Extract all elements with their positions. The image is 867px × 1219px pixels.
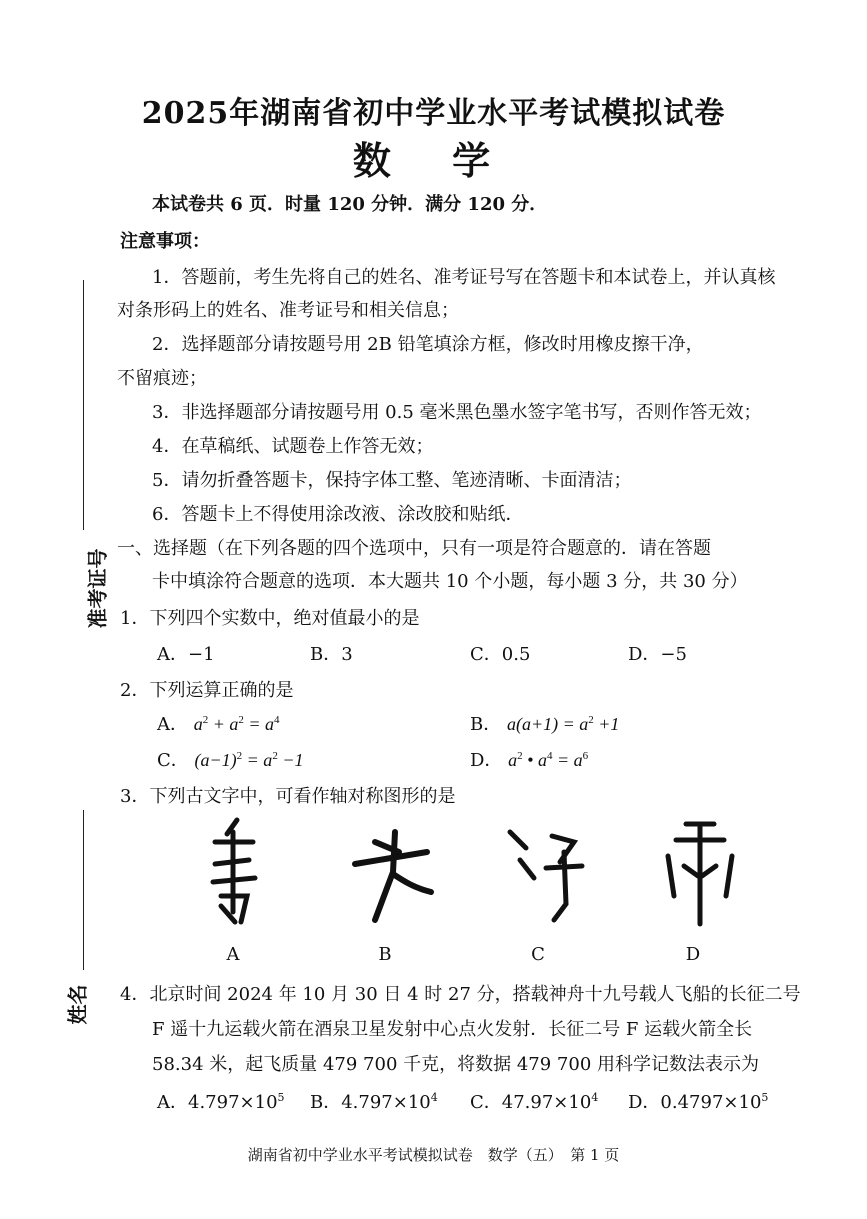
- notice-line: 3．非选择题部分请按题号用 0.5 毫米黑色墨水签字笔书写，否则作答无效；: [152, 402, 762, 423]
- q2-option-c-label: C．: [157, 750, 189, 771]
- q1-option-a: A．−1: [157, 644, 215, 665]
- exam-number-label: 准考证号: [85, 548, 110, 629]
- ancient-character-b: [335, 812, 455, 932]
- notice-line: 5．请勿折叠答题卡，保持字体工整、笔迹清晰、卡面清洁；: [152, 470, 632, 491]
- q4-option-d-text: D．0.4797×10: [628, 1092, 762, 1113]
- section-heading: 一、选择题（在下列各题的四个选项中，只有一项是符合题意的．请在答题: [117, 538, 711, 559]
- q1-option-d: D．−5: [628, 644, 687, 665]
- q4-option-d: [628, 1088, 768, 1114]
- q1-option-b: B．3: [310, 644, 353, 665]
- q2-option-a: [157, 710, 280, 736]
- ancient-character-c: [490, 812, 610, 932]
- q2-option-c-expr: $(a-1)^2 = a^2 -1$: [194, 750, 304, 770]
- notice-heading: 注意事项：: [120, 231, 210, 252]
- notice-line: 不留痕迹；: [117, 368, 207, 389]
- q4-option-b-text: B．4.797×10: [310, 1092, 431, 1113]
- section-heading-cont: 卡中填涂符合题意的选项．本大题共 10 个小题，每小题 3 分，共 30 分）: [152, 571, 748, 592]
- q2-option-d-label: D．: [470, 750, 503, 771]
- ancient-character-d: [640, 812, 760, 932]
- exam-intro: 本试卷共 6 页．时量 120 分钟．满分 120 分．: [152, 194, 548, 215]
- name-label: 姓名: [65, 984, 90, 1025]
- q2-option-a-expr: $a^2 + a^2 = a^4$: [193, 714, 280, 734]
- question-1-stem: 1．下列四个实数中，绝对值最小的是: [120, 608, 420, 629]
- q2-option-b: [470, 710, 619, 736]
- q4-option-a: [157, 1088, 285, 1114]
- q2-option-b-label: B．: [470, 714, 502, 735]
- q4-option-d-exp: 5: [761, 1091, 769, 1104]
- q2-option-a-label: A．: [157, 714, 188, 735]
- page-footer: 湖南省初中学业水平考试模拟试卷 数学（五） 第 1 页: [247, 1146, 620, 1164]
- q4-option-c-text: C．47.97×10: [470, 1092, 592, 1113]
- exam-number-line: [83, 280, 84, 530]
- notice-line: 4．在草稿纸、试题卷上作答无效；: [152, 436, 434, 457]
- figure-label-d: D: [685, 944, 701, 965]
- question-4-line-2: F 遥十九运载火箭在酒泉卫星发射中心点火发射．长征二号 F 运载火箭全长: [152, 1019, 753, 1040]
- figure-label-b: B: [378, 944, 392, 965]
- exam-title: 2025年湖南省初中学业水平考试模拟试卷: [141, 96, 726, 131]
- notice-line: 6．答题卡上不得使用涂改液、涂改胶和贴纸．: [152, 504, 524, 525]
- q2-option-c: [157, 746, 303, 772]
- notice-line: 1．答题前，考生先将自己的姓名、准考证号写在答题卡和本试卷上，并认真核: [152, 267, 776, 288]
- q2-option-d-expr: $a^2$ • $a^4 = a^6$: [508, 750, 589, 770]
- q4-option-c-exp: 4: [591, 1091, 599, 1104]
- q2-option-b-expr: $a(a+1) = a^2 +1$: [506, 714, 620, 734]
- q1-option-c: C．0.5: [470, 644, 531, 665]
- q4-option-b-exp: 4: [430, 1091, 438, 1104]
- name-line: [83, 810, 84, 970]
- q4-option-b: [310, 1088, 438, 1114]
- figure-label-a: A: [226, 944, 240, 965]
- q4-option-a-exp: 5: [277, 1091, 285, 1104]
- q4-option-a-text: A．4.797×10: [157, 1092, 278, 1113]
- figure-label-c: C: [531, 944, 545, 965]
- question-3-stem: 3．下列古文字中，可看作轴对称图形的是: [120, 786, 456, 807]
- question-4-line-3: 58.34 米，起飞质量 479 700 千克，将数据 479 700 用科学记数法表示为: [152, 1054, 760, 1075]
- notice-line: 对条形码上的姓名、准考证号和相关信息；: [117, 300, 459, 321]
- subject-title: 数 学: [352, 138, 515, 183]
- q2-option-d: [470, 746, 588, 772]
- question-2-stem: 2．下列运算正确的是: [120, 680, 294, 701]
- q4-option-c: [470, 1088, 598, 1114]
- ancient-character-a: [175, 812, 295, 932]
- notice-line: 2．选择题部分请按题号用 2B 铅笔填涂方框，修改时用橡皮擦干净，: [152, 334, 704, 355]
- question-4-line-1: 4．北京时间 2024 年 10 月 30 日 4 时 27 分，搭载神舟十九号载人飞船的长征二号: [120, 984, 801, 1005]
